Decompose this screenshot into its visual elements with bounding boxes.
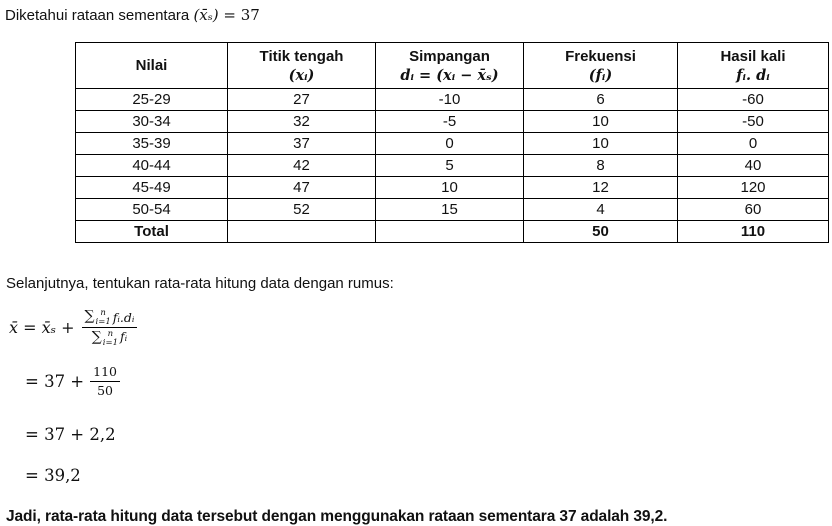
table-row	[76, 199, 829, 221]
intro-math-xbar-s: (x̄ₛ)	[193, 6, 219, 24]
table-row	[76, 133, 829, 155]
cell-simpangan: -5	[376, 111, 524, 133]
formula-lhs: x̄ = x̄ₛ +	[9, 317, 75, 337]
col-header-frekuensi: Frekuensi (fᵢ)	[524, 43, 678, 89]
frequency-table	[75, 42, 829, 243]
calc-step-1	[25, 364, 828, 400]
sigma-limits: n i=1	[102, 328, 118, 348]
cell-nilai: 30-34	[76, 111, 228, 133]
table-row	[76, 111, 829, 133]
col-header-simpangan: Simpangan dᵢ = (xᵢ − x̄ₛ)	[376, 43, 524, 89]
cell-titik-tengah: 27	[228, 89, 376, 111]
intro-value: = 37	[218, 6, 260, 24]
cell-frekuensi: 8	[524, 155, 678, 177]
step-1-numerator: 110	[90, 364, 120, 382]
cell-simpangan: 0	[376, 133, 524, 155]
formula-fraction	[82, 308, 138, 347]
cell-titik-tengah: 37	[228, 133, 376, 155]
cell-hasil-kali: 0	[678, 133, 829, 155]
table-row	[76, 155, 829, 177]
cell-hasil-kali: 60	[678, 199, 829, 221]
cell-hasil-kali: -50	[678, 111, 829, 133]
numerator-expr: fᵢ.dᵢ	[112, 310, 135, 326]
cell-titik-tengah: 42	[228, 155, 376, 177]
denominator-expr: fᵢ	[120, 328, 128, 344]
total-hasil-kali: 110	[678, 221, 829, 243]
formula-numerator	[82, 308, 138, 328]
cell-titik-tengah: 52	[228, 199, 376, 221]
cell-nilai: 45-49	[76, 177, 228, 199]
step-1-fraction	[90, 364, 120, 400]
calc-step-2: = 37 + 2,2	[25, 425, 116, 445]
intro-line	[5, 6, 828, 25]
cell-frekuensi: 4	[524, 199, 678, 221]
total-label: Total	[76, 221, 228, 243]
total-titik-tengah	[228, 221, 376, 243]
cell-nilai: 50-54	[76, 199, 228, 221]
table-header-row	[76, 43, 829, 89]
cell-hasil-kali: -60	[678, 89, 829, 111]
cell-simpangan: 15	[376, 199, 524, 221]
cell-nilai: 35-39	[76, 133, 228, 155]
cell-titik-tengah: 47	[228, 177, 376, 199]
cell-frekuensi: 10	[524, 133, 678, 155]
total-simpangan	[376, 221, 524, 243]
cell-simpangan: 5	[376, 155, 524, 177]
cell-nilai: 25-29	[76, 89, 228, 111]
formula-main	[9, 308, 828, 347]
cell-hasil-kali: 120	[678, 177, 829, 199]
cell-hasil-kali: 40	[678, 155, 829, 177]
cell-frekuensi: 12	[524, 177, 678, 199]
calc-step-3: = 39,2	[25, 466, 81, 486]
sigma-symbol: ∑	[84, 308, 95, 325]
table-total-row	[76, 221, 829, 243]
cell-simpangan: -10	[376, 89, 524, 111]
total-frekuensi: 50	[524, 221, 678, 243]
col-header-hasil-kali: Hasil kali fᵢ. dᵢ	[678, 43, 829, 89]
next-step-text: Selanjutnya, tentukan rata-rata hitung data dengan rumus:	[6, 275, 394, 292]
table-row	[76, 177, 829, 199]
step-1-prefix: = 37 +	[25, 371, 85, 391]
table-row	[76, 89, 829, 111]
cell-titik-tengah: 32	[228, 111, 376, 133]
step-1-denominator: 50	[97, 382, 114, 398]
cell-frekuensi: 10	[524, 111, 678, 133]
sigma-symbol: ∑	[91, 328, 102, 345]
col-header-nilai: Nilai	[76, 43, 228, 89]
cell-nilai: 40-44	[76, 155, 228, 177]
cell-simpangan: 10	[376, 177, 524, 199]
formula-denominator	[82, 328, 138, 347]
cell-frekuensi: 6	[524, 89, 678, 111]
col-header-titik-tengah: Titik tengah (xᵢ)	[228, 43, 376, 89]
conclusion-text: Jadi, rata-rata hitung data tersebut dengan menggunakan rataan sementara 37 adalah 39,2.	[6, 508, 668, 526]
intro-text: Diketahui rataan sementara	[5, 7, 194, 24]
sigma-limits: n i=1	[95, 308, 111, 327]
